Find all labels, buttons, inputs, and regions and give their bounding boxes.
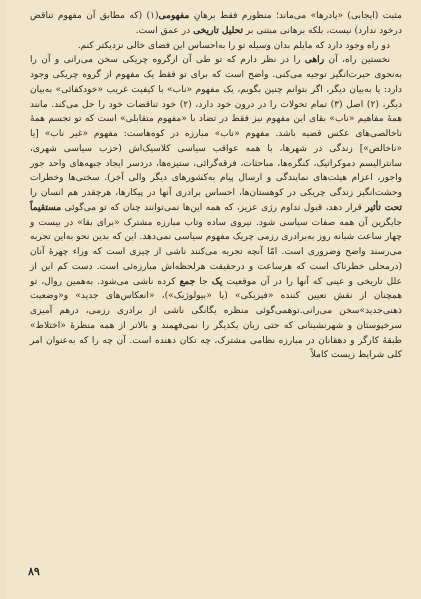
bold-phrase: راهی: [304, 54, 325, 66]
page-number: ۸۹: [28, 565, 40, 578]
text-run: (۱) (که مطابق آن مفهوم تناقض درخود ندارد) نیست، بلکه برهانی مبتنی بر: [30, 11, 402, 36]
text-run: قرار دهد، قبول تداوم رژی عزیز، که همه این‌ها نمی‌توانند چنان که تو می‌گوئی: [61, 202, 366, 213]
text-run: در عمق است.: [135, 25, 194, 36]
text-run: کرده ناشی می‌شود. به‌همین روال، تو همچنان از نقش تعیین کننده «فیزیکی» (یا «بیولوژیک»)، «انعکاس‌های جدید» و«وضعیت ذهنی‌جدید»سخن می‌رانی.توهمی‌گوئی منظره یگانگی ناشی از برادری رزمی، درهم آمیزی سرخپوستان و شهرنشینانی که حتی زبان یکدیگر را نمی‌فهمند و بالاتر از همه منظرهٔ «اختلاط» طبقهٔ کارگر و دهقانان در مبارزه نظامی مشترک، چه تکان دهنده است. آن چه را که به‌عنوان امر کلی شرایط زیست کاملاً: [30, 276, 402, 361]
bold-phrase: یک: [211, 275, 223, 287]
text-run: جایگزین آن همه صفات سیاسی شود. نیروی ساده وتاب مبارزه مشترک «برای بقا» در بیست و چهار ساعت شبانه روز به‌برادری رزمی چریک مفهوم سیاسی نمی‌دهد. این که بدین نحو به‌این تجربه می‌رسند واضح وضروری است. امّا آنچه تجربه می‌کنند ناشی از چیزی است که وراء چهرهٔ آنان (درمحلی خطرناک است که هرساعت و درحقیقت هرلحظه‌اش مبارزه‌ئی است. دست کم این از علل تاریخی و عینی که آنها را در آن موقعیت: [30, 217, 402, 287]
paragraph: [30, 53, 402, 363]
text-run: دو راه وجود دارد که مایلم بدان وسیله تو را به‌احساس این فضای خالی نزدیکتر کنم.: [77, 40, 390, 51]
text-run: جا: [195, 276, 212, 287]
text-run: مثبت (ایجابی) «یادرها» می‌ماند؛ منظورم فقط برهانِ: [189, 11, 402, 21]
bold-phrase: تحت تأثیر: [365, 201, 403, 213]
text-run: را در نظر دارم که تو طی آن ازگروه چریکی سخن می‌رانی و آن را به‌نحوی حیرت‌انگیز توجیه می‌کنی. واضح است که برای تو فقط یک مفهوم از گروه چریکی وجود دارد: یا به‌بیان دیگر، اگر بتوانم چنین بگویم، یک مفهوم «ناب» با کیفیت غریب «خودکفائی» به‌بیان دیگر، (۲) اصل (۳) تمام تحولات را در درون خود دارد، (۲) خود تناقضات خود را حل می‌کند. مانند همهٔ مفاهیم «ناب» بقای این مفهوم نیز فقط در تضاد با «مفهوم متقابلی» است که تو تجسم همهٔ ناخالصی‌های عکس قضیه باشد. مفهوم «ناب» مبارزه در کوه‌هاست: مفهوم «غیر ناب» [یا «ناخالص»] زندگی در شهرها، با همه عواقب سیاسی کلاسیک‌اش (حزب سیاسی شهری، سانترالیسم دموکراتیک، کنگره‌ها، مباحثات، فرقه‌گرائی، ستیزه‌ها، دردسر ایجاد جبهه‌های واحد جور واجور، اعزام هیئت‌های نمایندگی و ارسال پیام به‌کشورهای دیگر والی آخر). سختی‌ها وخطرات وحشت‌انگیز زندگی چریکی در کوهستان‌ها، احساس برادری آنها در پیکارها، هرچقدر هم انسان را: [30, 55, 403, 198]
paragraph: [30, 39, 402, 54]
bold-phrase: تحلیل تاریخی: [193, 24, 243, 36]
paragraph: [30, 9, 402, 39]
bold-phrase: جمع: [179, 275, 196, 287]
body-text: [30, 9, 402, 363]
bold-phrase: مستقیماً: [30, 201, 62, 213]
text-run: نخستین راه، آن: [324, 55, 390, 66]
bold-phrase: مفهومی: [158, 10, 190, 21]
book-page: [6, 0, 421, 599]
